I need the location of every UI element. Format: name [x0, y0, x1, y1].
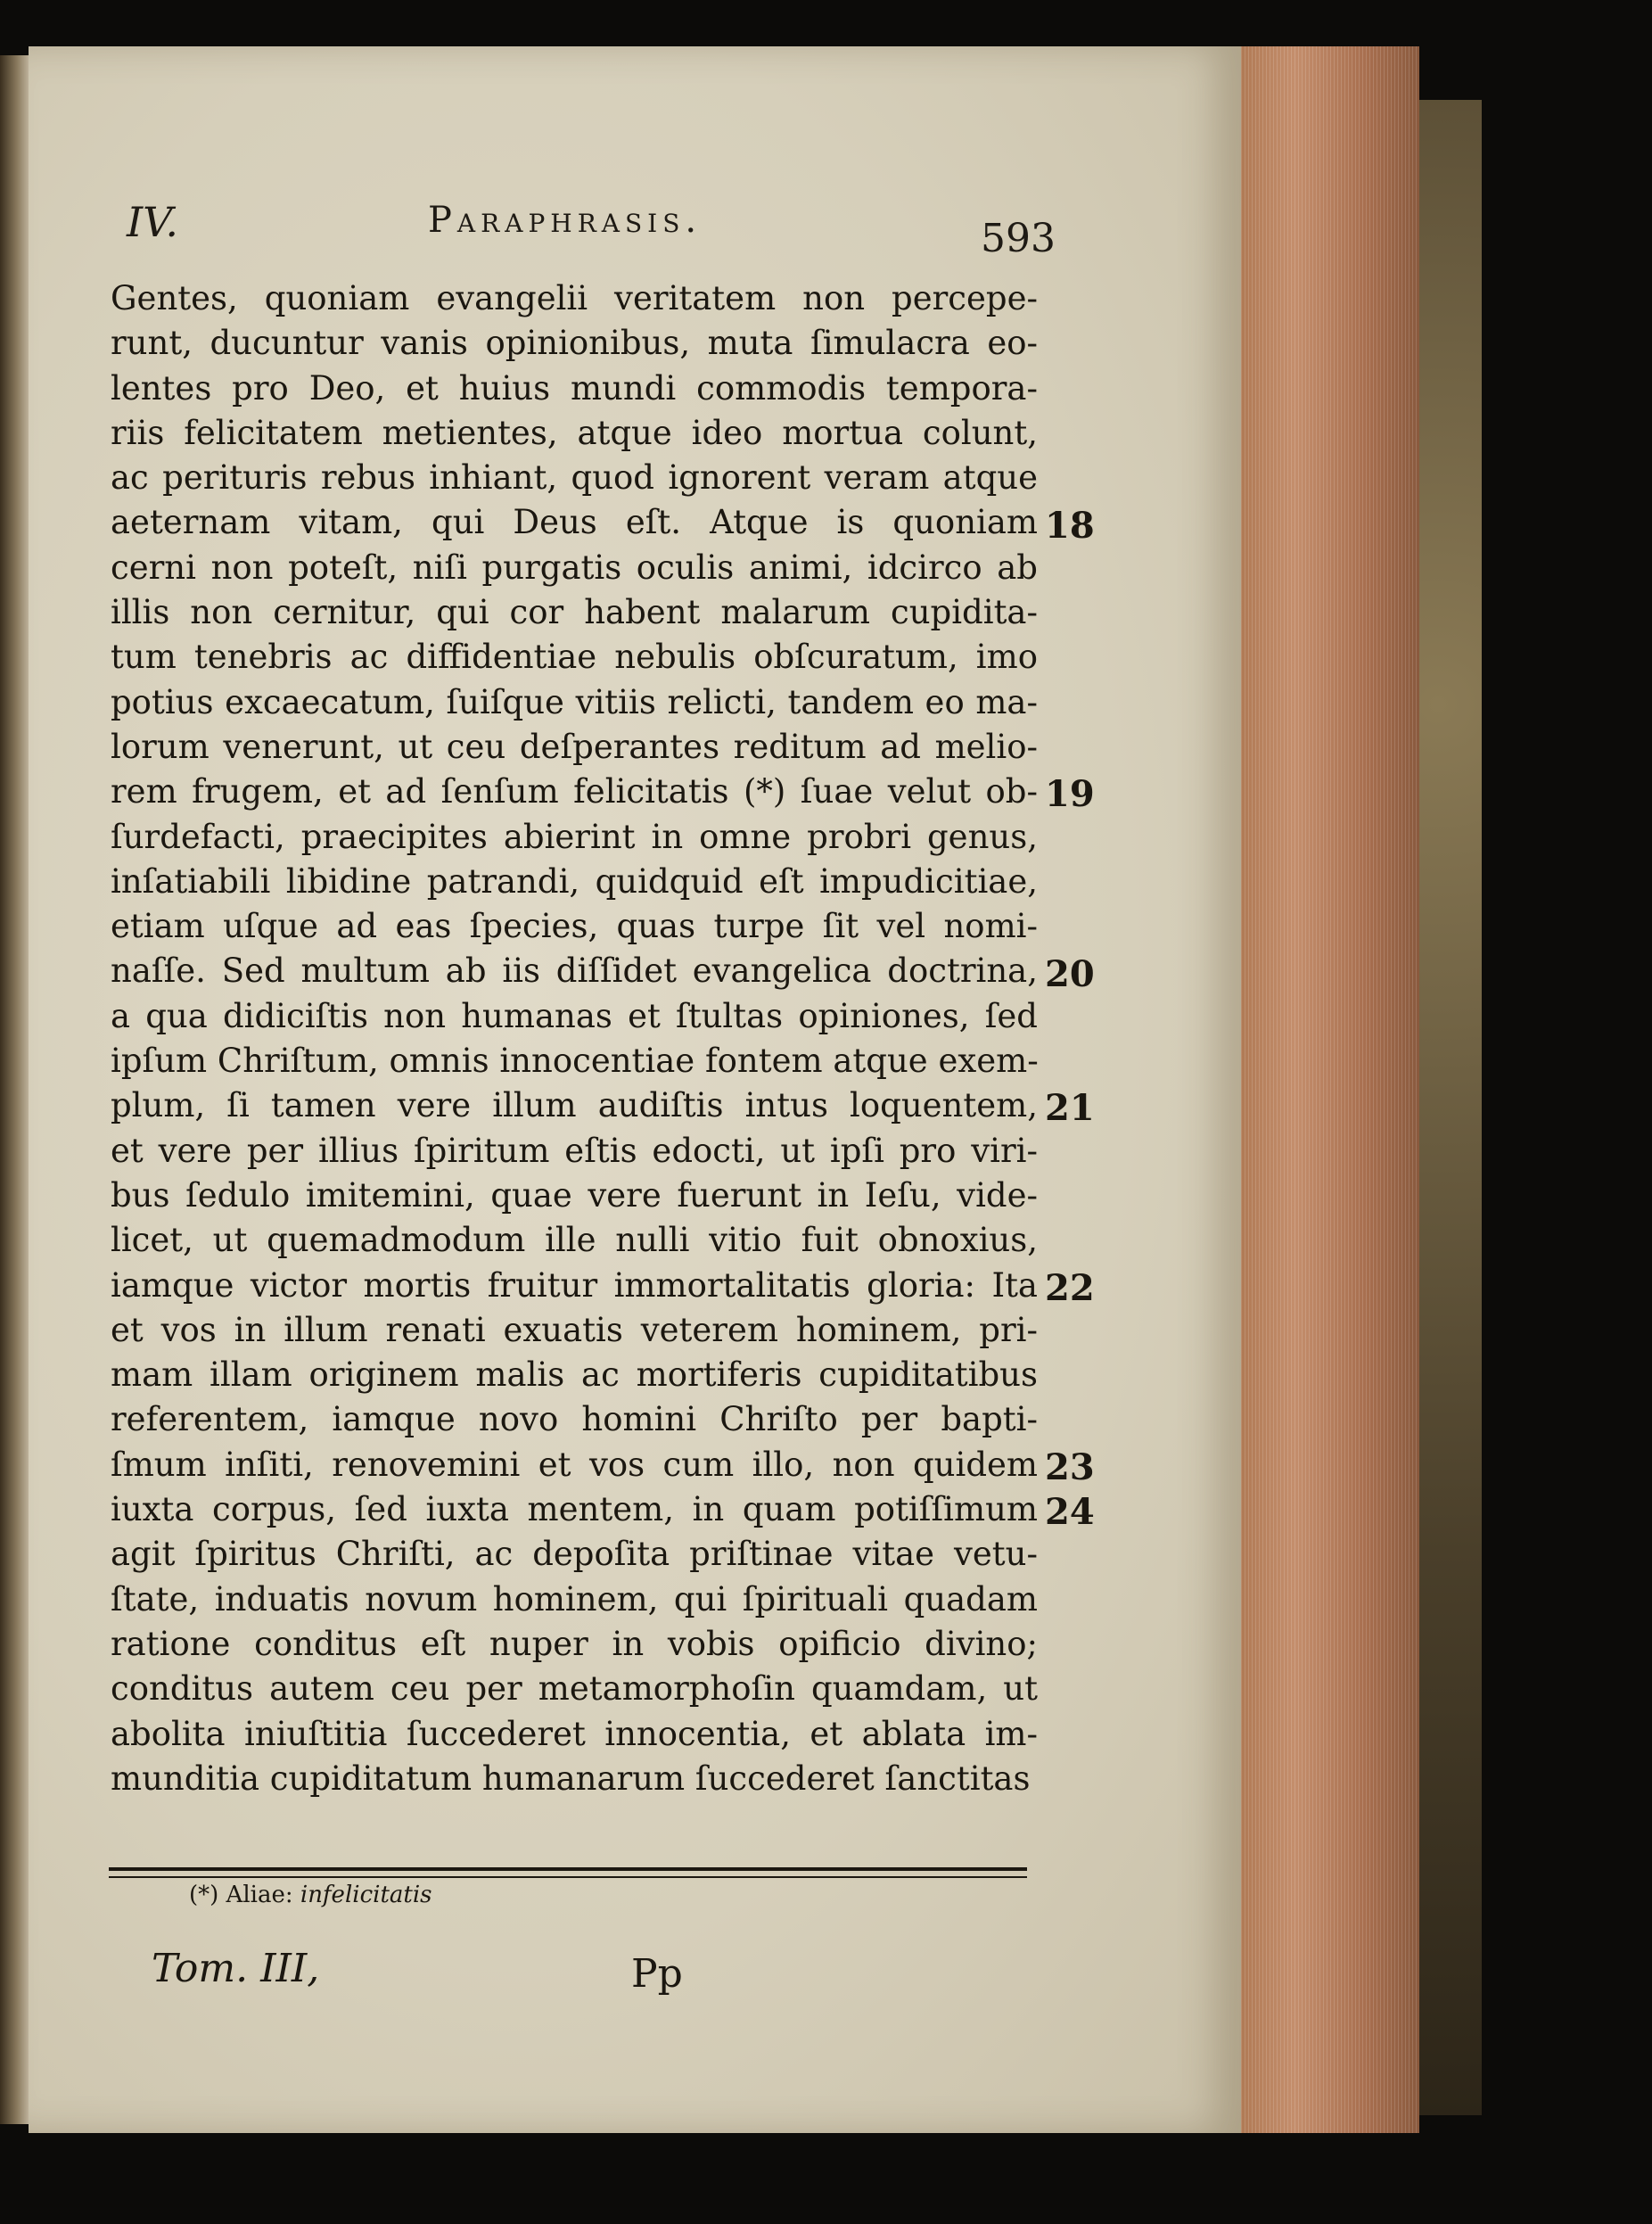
page-number: 593 [981, 216, 1056, 261]
text-line: abolita iniuſtitia ſuccederet innocentia, et ablata im- [111, 1714, 1038, 1753]
text-line: agit ſpiritus Chriſti, ac depoſita priſtinae vitae vetu- [111, 1535, 1038, 1574]
body-text [111, 276, 1038, 1801]
text-line: aeternam vitam, qui Deus eſt. Atque is quoniam [111, 503, 1038, 542]
footnote-mark: (*) Aliae: [189, 1882, 293, 1908]
running-title: Paraphrasis. [428, 200, 703, 241]
text-line: inſatiabili libidine patrandi, quidquid eſt impudicitiae, [111, 861, 1038, 901]
text-line: naſſe. Sed multum ab iis diſſidet evangelica doctrina, [111, 951, 1038, 991]
text-line: ipſum Chriſtum, omnis innocentiae fontem atque exem- [111, 1042, 1039, 1081]
text-line: mam illam originem malis ac mortiferis cupiditatibus [111, 1355, 1038, 1395]
text-line: etiam uſque ad eas ſpecies, quas turpe ſit vel nomi- [111, 907, 1038, 946]
gathering-mark: Pp [631, 1951, 683, 1997]
text-line: ſtate, induatis novum hominem, qui ſpirituali quadam [111, 1579, 1038, 1619]
text-line: et vos in illum renati exuatis veterem hominem, pri- [111, 1310, 1038, 1349]
text-line: referentem, iamque novo homini Chriſto per bapti- [111, 1400, 1038, 1439]
signature-mark: Tom. III, [152, 1946, 320, 1991]
text-line: lentes pro Deo, et huius mundi commodis tempora- [111, 368, 1038, 408]
left-page-edge [0, 55, 29, 2124]
verse-number: 24 [1045, 1491, 1095, 1534]
text-line: ratione conditus eſt nuper in vobis opificio divino; [111, 1624, 1038, 1663]
text-line: rem frugem, et ad ſenſum felicitatis (*) ſuae velut ob- [111, 772, 1038, 811]
text-line: illis non cernitur, qui cor habent malarum cupidita- [111, 593, 1038, 632]
verse-number: 21 [1045, 1087, 1095, 1130]
running-head [29, 153, 1277, 261]
text-line: ſmum inſiti, renovemini et vos cum illo, non quidem [111, 1445, 1038, 1484]
text-line: Gentes, quoniam evangelii veritatem non percepe- [111, 279, 1038, 317]
text-line: tum tenebris ac diffidentiae nebulis obſcuratum, imo [111, 638, 1038, 677]
page-fore-edge [1241, 46, 1419, 2133]
text-line: conditus autem ceu per metamorphoſin quamdam, ut [111, 1669, 1038, 1709]
text-line: licet, ut quemadmodum ille nulli vitio fuit obnoxius, [111, 1221, 1038, 1260]
text-line: riis felicitatem metientes, atque ideo mortua colunt, [111, 413, 1038, 452]
text-line: runt, ducuntur vanis opinionibus, muta ſimulacra eo- [111, 324, 1038, 363]
verse-number: 20 [1045, 952, 1095, 995]
verse-number: 18 [1045, 504, 1095, 547]
text-line: iamque victor mortis fruitur immortalitatis gloria: Ita [111, 1265, 1038, 1305]
chapter-marker: IV. [127, 198, 178, 246]
text-line: bus ſedulo imitemini, quae vere fuerunt in Ieſu, vide- [111, 1175, 1038, 1215]
text-line: lorum venerunt, ut ceu deſperantes reditum ad melio- [111, 727, 1038, 766]
verse-number: 22 [1045, 1266, 1095, 1309]
text-line: et vere per illius ſpiritum eſtis edocti, ut ipſi pro viri- [111, 1131, 1038, 1170]
text-line: plum, ſi tamen vere illum audiſtis intus loquentem, [111, 1086, 1038, 1125]
verse-number: 23 [1045, 1446, 1095, 1488]
text-line: munditia cupiditatum humanarum ſuccederet ſanctitas [111, 1759, 1031, 1798]
footnote-text: infelicitatis [300, 1882, 432, 1908]
text-line: potius excaecatum, ſuiſque vitiis relicti, tandem eo ma- [111, 682, 1038, 721]
text-line: ac perituris rebus inhiant, quod ignorent veram atque [111, 458, 1038, 498]
verse-number: 19 [1045, 773, 1095, 816]
footnote [189, 1882, 432, 1908]
text-line: iuxta corpus, ſed iuxta mentem, in quam potiſſimum [111, 1490, 1038, 1529]
text-line: ſurdefacti, praecipites abierint in omne probri genus, [111, 817, 1038, 856]
text-line: cerni non poteſt, niſi purgatis oculis animi, idcirco ab [111, 548, 1038, 587]
book-cover [1419, 100, 1482, 2115]
book-spread [0, 46, 1480, 2133]
footnote-rule [109, 1867, 1027, 1878]
text-line: a qua didiciſtis non humanas et ſtultas opiniones, ſed [111, 996, 1038, 1035]
page [29, 46, 1241, 2133]
